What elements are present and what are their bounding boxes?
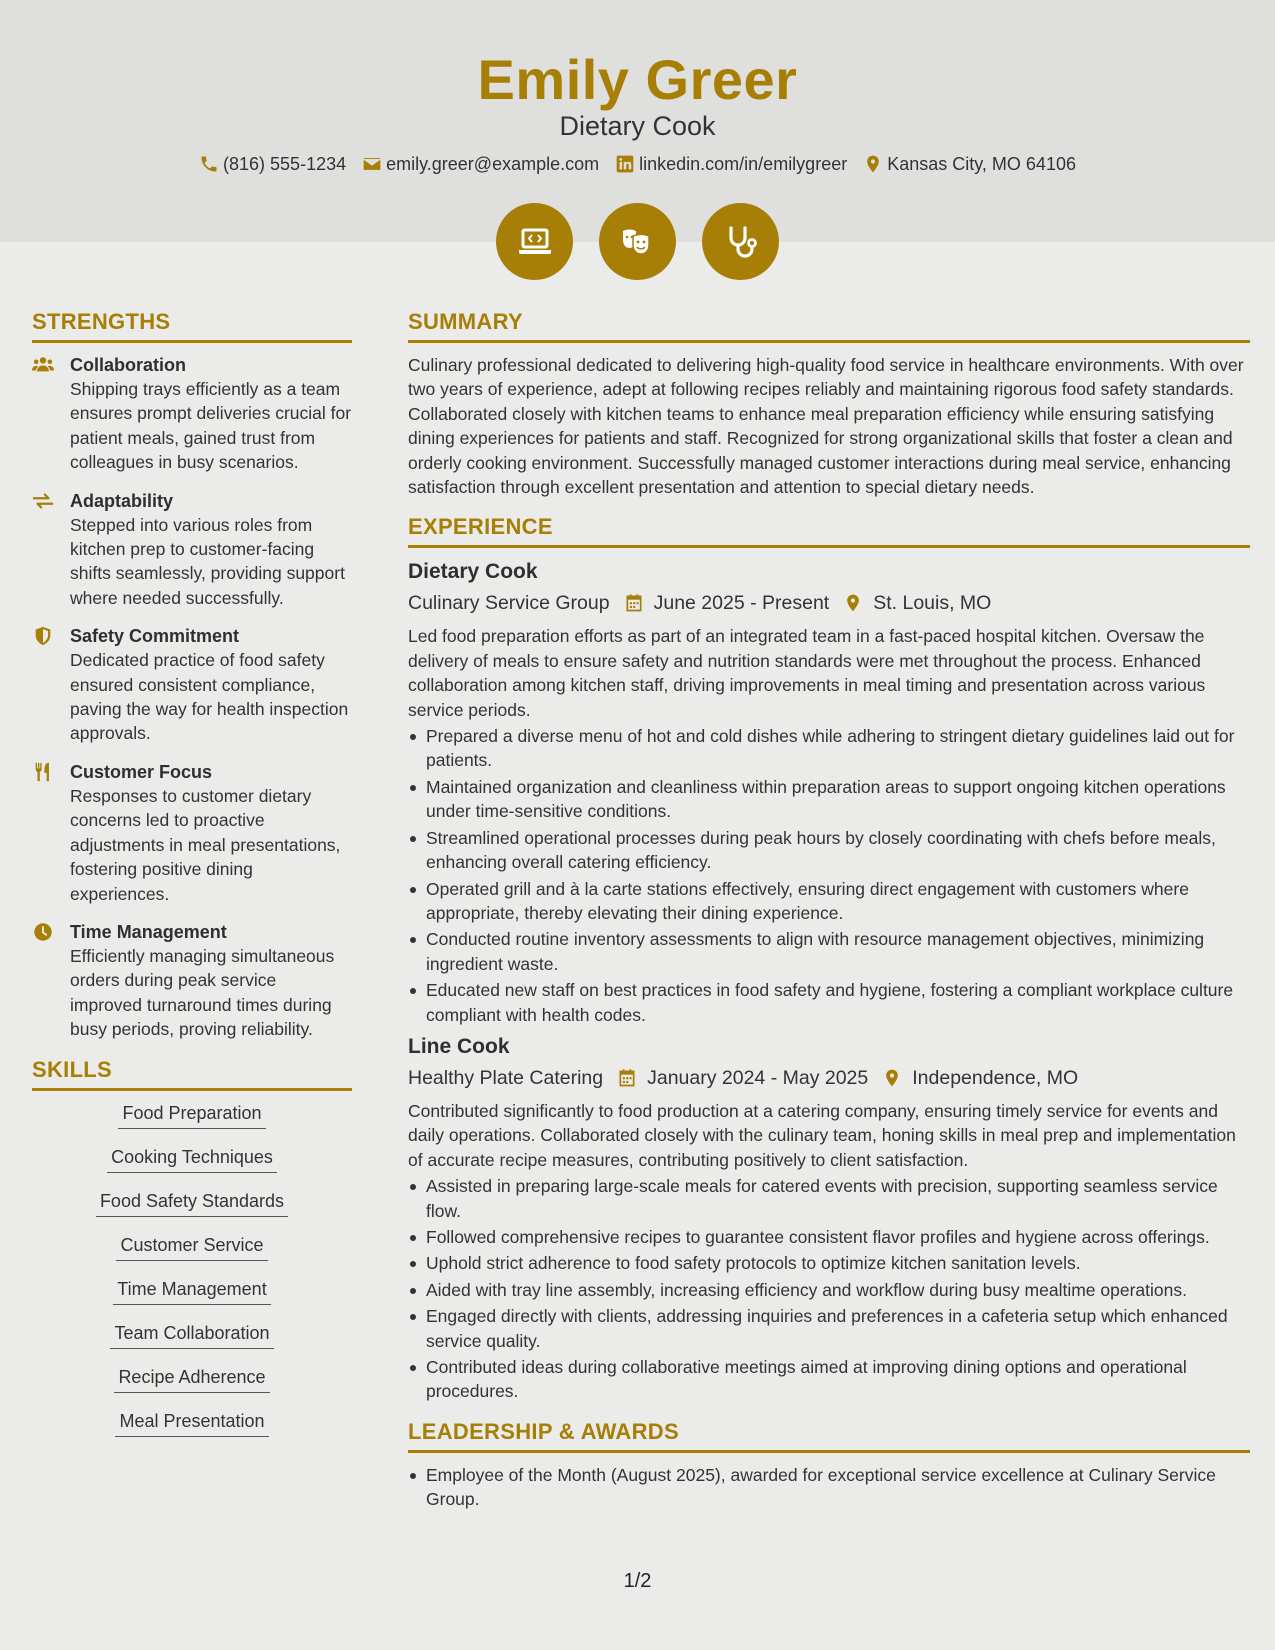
contact-phone[interactable] [199,152,346,176]
stethoscope-icon [721,222,761,262]
map-pin-icon [863,154,883,174]
laptop-code-icon [515,222,555,262]
phone-icon [199,154,219,174]
contact-linkedin[interactable] [615,152,847,176]
list-item: Aided with tray line assembly, increasing efficiency and workflow during busy mealtime operations. [408,1278,1250,1302]
skill-item: Food Preparation [118,1101,265,1129]
badge-row [0,203,1275,280]
skill-item: Time Management [113,1277,270,1305]
right-column [408,308,1250,1514]
list-item: Streamlined operational processes during peak hours by closely coordinating with chefs before meals, enhancing overall catering efficiency. [408,826,1250,875]
job-dates: January 2024 - May 2025 [647,1066,869,1089]
strength-desc: Efficiently managing simultaneous orders during peak service improved turnaround times during busy periods, proving reliability. [70,945,335,1040]
job-title-header: Dietary Cook [559,111,716,141]
job-entry [408,1033,1250,1404]
strength-item [32,760,352,906]
job-entry [408,558,1250,1027]
badge-masks [599,203,676,280]
list-item: Prepared a diverse menu of hot and cold dishes while adhering to stringent dietary guidelines laid out for patients. [408,724,1250,773]
summary-heading: SUMMARY [408,308,1250,343]
job-role: Line Cook [408,1034,510,1058]
strength-item [32,489,352,611]
experience-heading: EXPERIENCE [408,513,1250,548]
map-pin-icon [843,593,863,613]
candidate-name: Emily Greer [477,48,798,111]
job-meta [408,1063,1250,1093]
strength-item [32,353,352,475]
skills-heading: SKILLS [32,1056,352,1091]
contact-bar [0,152,1275,176]
strength-item [32,624,352,746]
contact-location [863,152,1076,176]
badge-laptop [496,203,573,280]
page-number: 1/2 [623,1570,652,1592]
strength-name: Customer Focus [70,761,213,782]
list-item: Contributed ideas during collaborative meetings aimed at improving dining options and operational procedures. [408,1355,1250,1404]
badge-stethoscope [702,203,779,280]
calendar-icon [617,1068,637,1088]
list-item: Educated new staff on best practices in food safety and hygiene, fostering a compliant workplace culture compliant with health codes. [408,978,1250,1027]
job-bullets [408,1174,1250,1404]
job-role: Dietary Cook [408,560,538,584]
arrows-exchange-icon [32,491,54,511]
skills-list [32,1101,352,1453]
list-item: Maintained organization and cleanliness within preparation areas to support ongoing kitchen operations under time-sensitive conditions. [408,775,1250,824]
contact-location-text: Kansas City, MO 64106 [887,153,1076,174]
strength-name: Time Management [70,921,227,942]
linkedin-icon [615,154,635,174]
skill-item: Food Safety Standards [96,1189,288,1217]
contact-phone-text: (816) 555-1234 [223,153,347,174]
calendar-icon [624,593,644,613]
summary-text: Culinary professional dedicated to delivering high-quality food service in healthcare environments. With over two years of experience, adept at following recipes reliably and maintaining rigorous food safety standards. Collaborated closely with kitchen teams to enhance meal preparation efficiency while ensuring satisfying dining experiences for patients and staff. Recognized for strong organizational skills that foster a clean and orderly cooking environment. Successfully managed customer interactions during meal service, enhancing satisfaction through excellent presentation and attention to special dietary needs. [408,355,1244,498]
utensils-icon [32,762,54,782]
list-item: Uphold strict adherence to food safety protocols to optimize kitchen sanitation levels. [408,1251,1250,1275]
job-dates: June 2025 - Present [653,592,830,615]
shield-icon [32,626,54,646]
skill-item: Cooking Techniques [107,1145,277,1173]
job-location: Independence, MO [912,1066,1079,1089]
job-location: St. Louis, MO [873,592,992,615]
job-description: Contributed significantly to food production at a catering company, ensuring timely service for events and daily operations. Collaborated closely with the culinary team, honing skills in meal prep and implementation of accurate recipe measures, contributing positively to client satisfaction. [408,1100,1236,1170]
strengths-heading: STRENGTHS [32,308,352,343]
list-item: Employee of the Month (August 2025), awarded for exceptional service excellence at Culinary Service Group. [408,1463,1250,1512]
contact-linkedin-text: linkedin.com/in/emilygreer [639,153,848,174]
job-company: Culinary Service Group [408,592,610,615]
contact-email-text: emily.greer@example.com [386,153,600,174]
users-icon [32,355,54,375]
left-column [32,308,352,1453]
strength-desc: Stepped into various roles from kitchen prep to customer-facing shifts seamlessly, providing support where needed successfully. [70,514,345,608]
list-item: Assisted in preparing large-scale meals for catered events with precision, supporting seamless service flow. [408,1174,1250,1223]
job-description: Led food preparation efforts as part of an integrated team in a fast-paced hospital kitchen. Oversaw the delivery of meals to ensure safety and nutrition standards were met throughout the process. Enhanced collaboration among kitchen staff, driving improvements in meal timing and presentation across various service periods. [408,626,1206,720]
strength-desc: Responses to customer dietary concerns led to proactive adjustments in meal presentations, fostering positive dining experiences. [70,785,341,904]
strength-name: Adaptability [70,490,174,511]
list-item: Engaged directly with clients, addressing inquiries and preferences in a cafeteria setup which enhanced service quality. [408,1304,1250,1353]
strength-name: Collaboration [70,355,186,375]
job-bullets [408,724,1250,1027]
awards-list [408,1463,1250,1512]
strength-desc: Dedicated practice of food safety ensured consistent compliance, paving the way for health inspection approvals. [70,650,349,744]
list-item: Conducted routine inventory assessments to align with resource management objectives, minimizing ingredient waste. [408,927,1250,976]
map-pin-icon [882,1068,902,1088]
skill-item: Customer Service [116,1233,267,1261]
strength-name: Safety Commitment [70,626,240,647]
job-company: Healthy Plate Catering [408,1066,604,1089]
skill-item: Team Collaboration [110,1321,273,1349]
contact-email[interactable] [362,152,599,176]
strength-item [32,920,352,1042]
clock-icon [32,922,54,942]
job-meta [408,588,1250,618]
theater-masks-icon [618,222,658,262]
skill-item: Meal Presentation [115,1409,268,1437]
envelope-icon [362,154,382,174]
awards-heading: LEADERSHIP & AWARDS [408,1418,1250,1453]
skill-item: Recipe Adherence [114,1365,269,1393]
strength-desc: Shipping trays efficiently as a team ensures prompt deliveries crucial for patient meals, gained trust from colleagues in busy scenarios. [70,379,352,473]
list-item: Followed comprehensive recipes to guarantee consistent flavor profiles and hygiene across offerings. [408,1225,1250,1249]
list-item: Operated grill and à la carte stations effectively, ensuring direct engagement with customers where appropriate, thereby elevating their dining experience. [408,877,1250,926]
